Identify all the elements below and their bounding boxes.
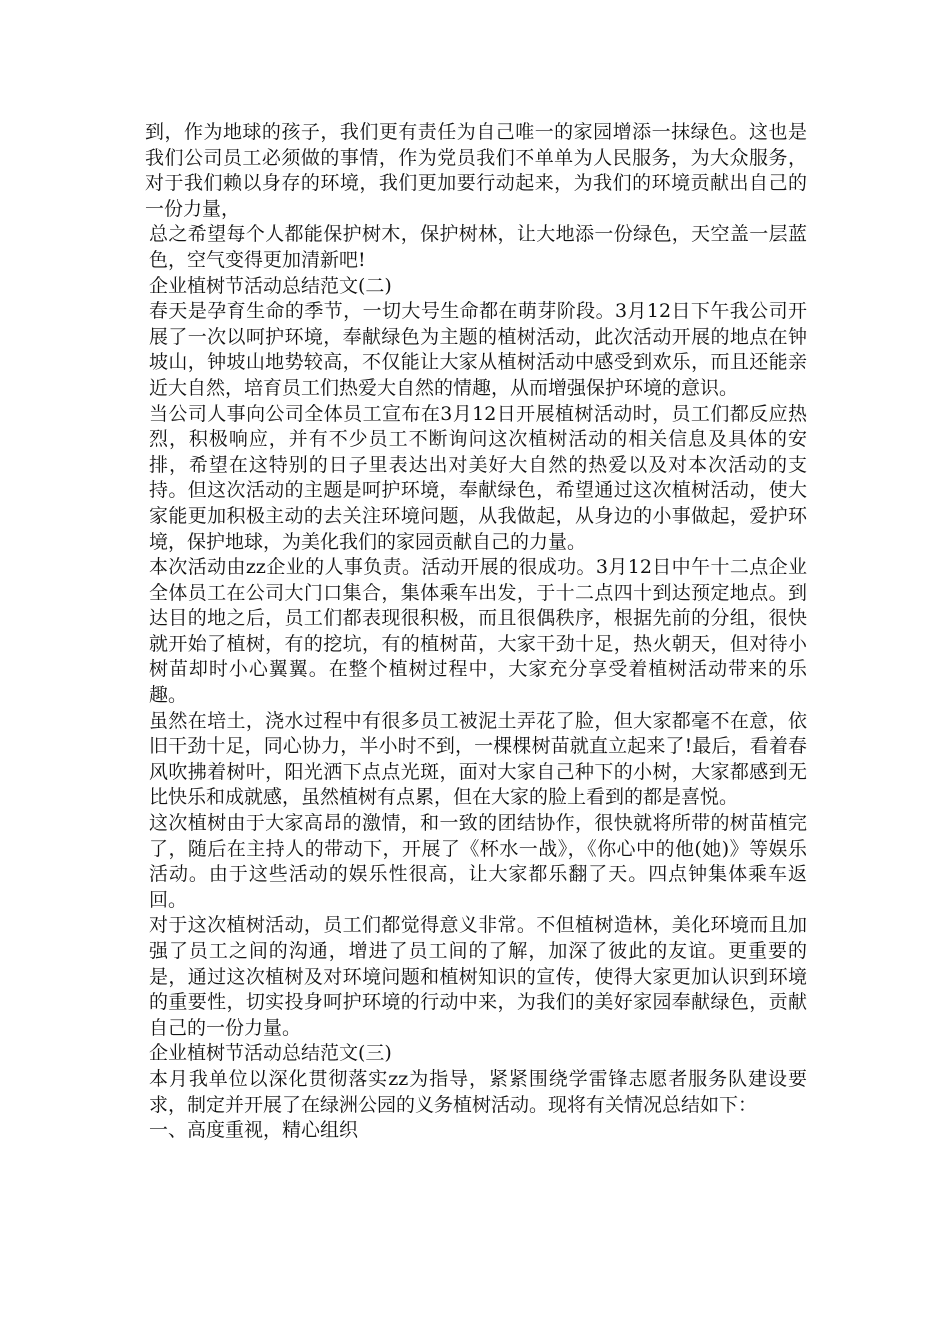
section-heading-2: 企业植树节活动总结范文(二) xyxy=(149,274,392,297)
paragraph-continuation: 到，作为地球的孩子，我们更有责任为自己唯一的家园增添一抹绿色。这也是我们公司员工必须做的事情，作为党员我们不单单为人民服务，为大众服务，对于我们赖以身存的环境，我们更加要行动起来，为我们的环境贡献出自己的一份力量， xyxy=(145,121,807,220)
subheading-one: 一、高度重视，精心组织 xyxy=(149,1119,359,1142)
paragraph-planting: 虽然在培土，浇水过程中有很多员工被泥土弄花了脸，但大家都毫不在意，依旧干劲十足，同心协力，半小时不到，一棵棵树苗就直立起来了!最后，看着春风吹拂着树叶，阳光洒下点点光斑，面对大家自己种下的小树，大家都感到无比快乐和成就感，虽然植树有点累，但在大家的脸上看到的都是喜悦。 xyxy=(149,709,807,809)
paragraph-activity: 本次活动由zz企业的人事负责。活动开展的很成功。3月12日中午十二点企业全体员工在公司大门口集合，集体乘车出发，于十二点四十到达预定地点。到达目的地之后，员工们都表现很积极，而且很偶秩序，根据先前的分组，很快就开始了植树，有的挖坑，有的植树苗，大家干劲十足，热火朝天，但对待小树苗却时小心翼翼。在整个植树过程中，大家充分享受着植树活动带来的乐趣。 xyxy=(149,556,807,707)
paragraph-conclusion: 总之希望每个人都能保护树木，保护树林，让大地添一份绿色，天空盖一层蓝色，空气变得更加清新吧! xyxy=(149,223,807,271)
paragraph-announcement: 当公司人事向公司全体员工宣布在3月12日开展植树活动时，员工们都反应热烈，积极响应，并有不少员工不断询问这次植树活动的相关信息及具体的安排，希望在这特别的日子里表达出对美好大自然的热爱以及对本次活动的支持。但这次活动的主题是呵护环境，奉献绿色，希望通过这次植树活动，使大家能更加积极主动的去关注环境问题，从我做起，从身边的小事做起，爱护环境，保护地球，为美化我们的家园贡献自己的力量。 xyxy=(149,402,807,553)
paragraph-this-month: 本月我单位以深化贯彻落实zz为指导，紧紧围绕学雷锋志愿者服务队建设要求，制定并开展了在绿洲公园的义务植树活动。现将有关情况总结如下： xyxy=(149,1067,807,1116)
paragraph-entertainment: 这次植树由于大家高昂的激情，和一致的团结协作，很快就将所带的树苗植完了，随后在主持人的带动下，开展了《杯水一战》，《你心中的他(她)》等娱乐活动。由于这些活动的娱乐性很高，让大家都乐翻了天。四点钟集体乘车返回。 xyxy=(149,812,807,911)
document-body xyxy=(145,120,807,1144)
paragraph-significance: 对于这次植树活动，员工们都觉得意义非常。不但植树造林，美化环境而且加强了员工之间的沟通，增进了员工间的了解，加深了彼此的友谊。更重要的是，通过这次植树及对环境问题和植树知识的宣传，使得大家更加认识到环境的重要性，切实投身呵护环境的行动中来，为我们的美好家园奉献绿色，贡献自己的一份力量。 xyxy=(149,914,807,1039)
paragraph-spring: 春天是孕育生命的季节，一切大号生命都在萌芽阶段。3月12日下午我公司开展了一次以呵护环境，奉献绿色为主题的植树活动，此次活动开展的地点在钟坡山，钟坡山地势较高，不仅能让大家从植树活动中感受到欢乐，而且还能亲近大自然，培育员工们热爱大自然的情趣，从而增强保护环境的意识。 xyxy=(149,300,807,399)
section-heading-3: 企业植树节活动总结范文(三) xyxy=(149,1042,392,1065)
